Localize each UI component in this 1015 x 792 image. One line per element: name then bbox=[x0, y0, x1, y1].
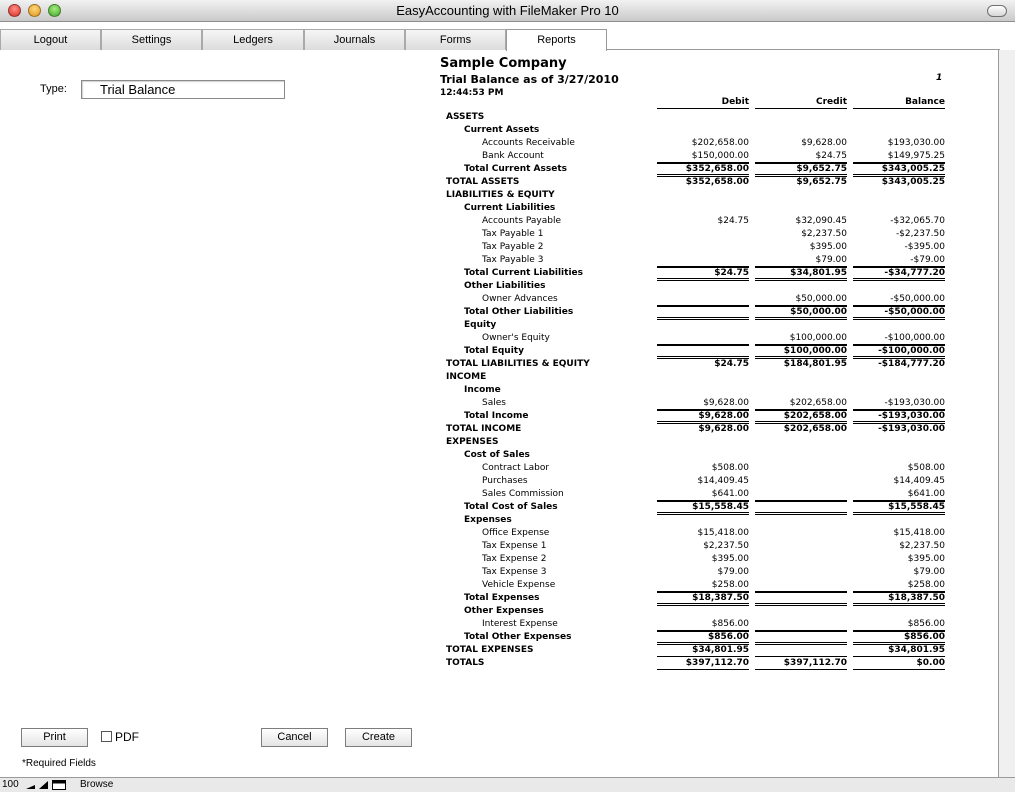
report-row-label: Tax Payable 2 bbox=[482, 242, 544, 252]
report-row bbox=[436, 644, 956, 657]
report-cell-debit bbox=[657, 124, 749, 136]
report-cell-credit bbox=[755, 202, 847, 214]
report-cell-credit bbox=[755, 280, 847, 292]
report-cell-credit bbox=[755, 475, 847, 487]
report-time: 12:44:53 PM bbox=[440, 88, 504, 98]
report-cell-credit: $9,652.75 bbox=[796, 177, 847, 187]
report-row bbox=[436, 267, 956, 280]
report-cell-debit bbox=[657, 280, 749, 292]
report-row bbox=[436, 514, 956, 527]
report-row-label: Expenses bbox=[464, 515, 512, 525]
report-type-field[interactable]: Trial Balance bbox=[81, 80, 285, 99]
report-cell-balance: $395.00 bbox=[907, 554, 945, 564]
report-row bbox=[436, 319, 956, 332]
report-cell-balance: -$34,777.20 bbox=[853, 267, 945, 281]
report-cell-debit: $79.00 bbox=[717, 567, 749, 577]
title-bar bbox=[0, 0, 1015, 22]
report-row bbox=[436, 579, 956, 592]
report-row bbox=[436, 163, 956, 176]
report-cell-debit: $397,112.70 bbox=[657, 657, 749, 670]
report-row bbox=[436, 592, 956, 605]
report-cell-credit bbox=[755, 124, 847, 136]
zoom-in-icon[interactable] bbox=[38, 780, 49, 790]
report-row bbox=[436, 527, 956, 540]
report-cell-credit bbox=[755, 540, 847, 552]
report-cell-balance: $15,418.00 bbox=[893, 528, 945, 538]
report-cell-debit bbox=[657, 332, 749, 345]
report-cell-credit bbox=[755, 579, 847, 592]
report-row-label: TOTAL EXPENSES bbox=[446, 645, 534, 655]
report-cell-credit bbox=[755, 488, 847, 501]
report-row bbox=[436, 241, 956, 254]
report-row-label: Sales Commission bbox=[482, 489, 564, 499]
report-cell-credit bbox=[755, 514, 847, 526]
report-cell-credit bbox=[755, 527, 847, 539]
report-row-label: Sales bbox=[482, 398, 506, 408]
report-row-label: LIABILITIES & EQUITY bbox=[446, 190, 555, 200]
report-row-label: Office Expense bbox=[482, 528, 550, 538]
report-cell-balance: -$184,777.20 bbox=[878, 359, 945, 369]
report-cell-balance: $641.00 bbox=[853, 488, 945, 501]
report-cell-debit: $856.00 bbox=[657, 618, 749, 631]
report-row bbox=[436, 202, 956, 215]
report-cell-debit: $2,237.50 bbox=[703, 541, 749, 551]
report-row-label: Bank Account bbox=[482, 151, 544, 161]
report-row-label: Tax Expense 3 bbox=[482, 567, 547, 577]
report-row bbox=[436, 124, 956, 137]
tab-ledgers[interactable]: Ledgers bbox=[202, 29, 304, 50]
report-cell-debit bbox=[657, 345, 749, 359]
report-row-label: Total Other Expenses bbox=[464, 632, 572, 642]
report-cell-balance: -$193,030.00 bbox=[853, 397, 945, 410]
tab-bar bbox=[0, 29, 1000, 50]
report-cell-debit bbox=[657, 514, 749, 526]
report-row bbox=[436, 410, 956, 423]
report-row-label: Total Expenses bbox=[464, 593, 540, 603]
report-cell-balance bbox=[853, 124, 945, 136]
report-row bbox=[436, 605, 956, 618]
create-button[interactable]: Create bbox=[345, 728, 412, 747]
tab-reports[interactable]: Reports bbox=[506, 29, 607, 51]
report-cell-balance bbox=[853, 189, 945, 201]
status-bar bbox=[0, 777, 1015, 792]
report-row-label: Current Liabilities bbox=[464, 203, 556, 213]
report-cell-credit: $50,000.00 bbox=[755, 293, 847, 306]
report-row bbox=[436, 488, 956, 501]
cancel-button[interactable]: Cancel bbox=[261, 728, 328, 747]
report-cell-debit bbox=[657, 449, 749, 461]
report-cell-balance: -$100,000.00 bbox=[853, 332, 945, 345]
report-row bbox=[436, 475, 956, 488]
report-cell-debit: $856.00 bbox=[657, 631, 749, 645]
report-row-label: Accounts Receivable bbox=[482, 138, 575, 148]
report-cell-balance: -$395.00 bbox=[904, 242, 945, 252]
report-cell-debit: $258.00 bbox=[657, 579, 749, 592]
report-row bbox=[436, 384, 956, 397]
report-cell-credit bbox=[755, 371, 847, 383]
mode-indicator[interactable]: Browse bbox=[80, 779, 114, 790]
report-row bbox=[436, 332, 956, 345]
report-row-label: Total Current Liabilities bbox=[464, 268, 583, 278]
report-cell-balance bbox=[853, 280, 945, 292]
report-cell-credit: $9,652.75 bbox=[755, 163, 847, 177]
report-row bbox=[436, 176, 956, 189]
report-cell-balance: $258.00 bbox=[853, 579, 945, 592]
pdf-checkbox[interactable] bbox=[101, 731, 112, 742]
report-row bbox=[436, 501, 956, 514]
report-cell-debit: $15,418.00 bbox=[697, 528, 749, 538]
report-row bbox=[436, 137, 956, 150]
report-row-label: Tax Payable 3 bbox=[482, 255, 544, 265]
report-row bbox=[436, 150, 956, 163]
report-cell-balance bbox=[853, 436, 945, 448]
report-cell-balance: $343,005.25 bbox=[881, 177, 945, 187]
tab-settings[interactable]: Settings bbox=[101, 29, 202, 50]
report-cell-debit: $14,409.45 bbox=[697, 476, 749, 486]
report-row-label: Vehicle Expense bbox=[482, 580, 556, 590]
report-row bbox=[436, 540, 956, 553]
report-cell-credit: $34,801.95 bbox=[755, 267, 847, 281]
report-row-label: Tax Expense 1 bbox=[482, 541, 547, 551]
report-cell-balance: -$193,030.00 bbox=[853, 410, 945, 424]
report-cell-balance bbox=[853, 514, 945, 526]
report-row-label: Total Equity bbox=[464, 346, 524, 356]
credit-column-header: Credit bbox=[755, 96, 847, 109]
zoom-out-icon[interactable] bbox=[25, 780, 36, 790]
page-number: 1 bbox=[936, 73, 943, 83]
report-row-label: Contract Labor bbox=[482, 463, 550, 473]
report-row bbox=[436, 358, 956, 371]
report-cell-balance bbox=[853, 384, 945, 396]
report-row-label: Total Income bbox=[464, 411, 529, 421]
report-row bbox=[436, 423, 956, 436]
report-cell-balance: $343,005.25 bbox=[853, 163, 945, 177]
report-row-label: Total Current Assets bbox=[464, 164, 567, 174]
report-cell-debit bbox=[657, 306, 749, 320]
report-cell-credit bbox=[755, 618, 847, 631]
report-row bbox=[436, 306, 956, 319]
report-cell-debit: $641.00 bbox=[657, 488, 749, 501]
report-cell-credit: $50,000.00 bbox=[755, 306, 847, 320]
report-cell-debit: $18,387.50 bbox=[657, 592, 749, 606]
type-label: Type: bbox=[40, 83, 67, 95]
company-name: Sample Company bbox=[440, 56, 567, 71]
report-cell-balance bbox=[853, 371, 945, 383]
report-cell-credit: $9,628.00 bbox=[801, 138, 847, 148]
report-row bbox=[436, 371, 956, 384]
report-row-label: Owner's Equity bbox=[482, 333, 550, 343]
report-cell-balance: -$50,000.00 bbox=[853, 306, 945, 320]
required-fields-note: *Required Fields bbox=[22, 758, 96, 769]
report-row-label: Owner Advances bbox=[482, 294, 558, 304]
report-cell-debit bbox=[657, 241, 749, 253]
report-row bbox=[436, 293, 956, 306]
report-cell-debit: $202,658.00 bbox=[691, 138, 749, 148]
report-cell-debit: $15,558.45 bbox=[657, 501, 749, 515]
report-cell-balance bbox=[853, 605, 945, 617]
report-cell-debit bbox=[657, 202, 749, 214]
balance-column-header: Balance bbox=[853, 96, 945, 109]
report-cell-credit bbox=[755, 462, 847, 474]
report-cell-balance: $856.00 bbox=[853, 618, 945, 631]
report-cell-balance bbox=[853, 449, 945, 461]
report-row-label: TOTAL INCOME bbox=[446, 424, 522, 434]
report-cell-credit bbox=[755, 566, 847, 578]
report-row-label: TOTAL LIABILITIES & EQUITY bbox=[446, 359, 590, 369]
report-cell-debit: $24.75 bbox=[717, 216, 749, 226]
report-cell-credit bbox=[755, 436, 847, 448]
report-cell-balance: $18,387.50 bbox=[853, 592, 945, 606]
report-row bbox=[436, 215, 956, 228]
report-row-label: TOTAL ASSETS bbox=[446, 177, 520, 187]
report-cell-credit bbox=[755, 449, 847, 461]
report-cell-credit bbox=[755, 319, 847, 331]
report-row bbox=[436, 618, 956, 631]
report-cell-credit bbox=[755, 189, 847, 201]
report-cell-debit: $395.00 bbox=[711, 554, 749, 564]
report-row bbox=[436, 436, 956, 449]
report-cell-balance bbox=[853, 111, 945, 123]
report-row-label: Tax Payable 1 bbox=[482, 229, 544, 239]
report-cell-debit bbox=[657, 319, 749, 331]
window-title: EasyAccounting with FileMaker Pro 10 bbox=[396, 3, 619, 18]
window-edge bbox=[999, 50, 1015, 777]
report-row-label: Cost of Sales bbox=[464, 450, 530, 460]
report-cell-balance: -$32,065.70 bbox=[890, 216, 945, 226]
report-cell-balance: -$100,000.00 bbox=[853, 345, 945, 359]
report-row bbox=[436, 449, 956, 462]
report-cell-credit: $100,000.00 bbox=[755, 332, 847, 345]
report-row-label: TOTALS bbox=[446, 658, 485, 668]
report-cell-credit bbox=[755, 553, 847, 565]
report-row-label: Other Expenses bbox=[464, 606, 544, 616]
report-row-label: Other Liabilities bbox=[464, 281, 546, 291]
report-row bbox=[436, 228, 956, 241]
report-cell-balance: $2,237.50 bbox=[899, 541, 945, 551]
report-cell-credit bbox=[755, 592, 847, 606]
report-cell-balance: $79.00 bbox=[913, 567, 945, 577]
report-cell-balance: $34,801.95 bbox=[853, 644, 945, 657]
report-row-label: Equity bbox=[464, 320, 497, 330]
report-cell-credit bbox=[755, 631, 847, 645]
zoom-level[interactable]: 100 bbox=[2, 779, 19, 790]
print-button[interactable]: Print bbox=[21, 728, 88, 747]
report-cell-balance: $508.00 bbox=[907, 463, 945, 473]
report-cell-debit bbox=[657, 228, 749, 240]
report-cell-credit: $202,658.00 bbox=[755, 397, 847, 410]
report-cell-credit: $202,658.00 bbox=[755, 410, 847, 424]
report-cell-credit: $2,237.50 bbox=[801, 229, 847, 239]
report-cell-credit: $395.00 bbox=[809, 242, 847, 252]
report-row bbox=[436, 189, 956, 202]
report-row-label: Tax Expense 2 bbox=[482, 554, 547, 564]
report-cell-balance: $0.00 bbox=[853, 657, 945, 670]
report-row bbox=[436, 345, 956, 358]
pdf-label: PDF bbox=[115, 730, 139, 744]
report-cell-balance: -$50,000.00 bbox=[853, 293, 945, 306]
report-cell-debit: $9,628.00 bbox=[657, 397, 749, 410]
report-cell-debit bbox=[657, 254, 749, 267]
report-row-label: Total Cost of Sales bbox=[464, 502, 558, 512]
report-cell-credit: $184,801.95 bbox=[783, 359, 847, 369]
report-row bbox=[436, 111, 956, 124]
report-cell-credit: $79.00 bbox=[755, 254, 847, 267]
report-cell-debit bbox=[657, 371, 749, 383]
report-cell-credit bbox=[755, 605, 847, 617]
report-row bbox=[436, 254, 956, 267]
report-cell-debit bbox=[657, 189, 749, 201]
report-cell-balance bbox=[853, 319, 945, 331]
report-cell-balance: $149,975.25 bbox=[853, 150, 945, 163]
report-cell-debit: $9,628.00 bbox=[698, 424, 749, 434]
report-cell-balance: -$193,030.00 bbox=[878, 424, 945, 434]
report-row bbox=[436, 631, 956, 644]
report-cell-debit bbox=[657, 384, 749, 396]
report-cell-balance bbox=[853, 202, 945, 214]
report-row-label: Accounts Payable bbox=[482, 216, 562, 226]
toolbar-toggle-button[interactable] bbox=[987, 5, 1007, 17]
report-cell-debit bbox=[657, 111, 749, 123]
report-row-label: Income bbox=[464, 385, 501, 395]
report-cell-credit bbox=[755, 501, 847, 515]
report-row-label: Interest Expense bbox=[482, 619, 558, 629]
report-row bbox=[436, 280, 956, 293]
report-row bbox=[436, 397, 956, 410]
report-cell-credit: $397,112.70 bbox=[755, 657, 847, 670]
report-cell-debit bbox=[657, 293, 749, 306]
report-cell-debit bbox=[657, 605, 749, 617]
report-cell-debit: $24.75 bbox=[714, 359, 749, 369]
status-toolbar-icon[interactable] bbox=[52, 780, 66, 790]
report-row-label: EXPENSES bbox=[446, 437, 499, 447]
report-cell-debit: $9,628.00 bbox=[657, 410, 749, 424]
report-cell-debit: $34,801.95 bbox=[657, 644, 749, 657]
report-cell-balance: $14,409.45 bbox=[893, 476, 945, 486]
report-row-label: ASSETS bbox=[446, 112, 485, 122]
report-cell-debit bbox=[657, 436, 749, 448]
report-row bbox=[436, 566, 956, 579]
report-row-label: Total Other Liabilities bbox=[464, 307, 574, 317]
tab-logout[interactable]: Logout bbox=[0, 29, 101, 50]
report-cell-credit bbox=[755, 111, 847, 123]
report-title: Trial Balance as of 3/27/2010 bbox=[440, 73, 619, 86]
report-row bbox=[436, 462, 956, 475]
report-cell-debit: $352,658.00 bbox=[685, 177, 749, 187]
report-cell-credit: $100,000.00 bbox=[755, 345, 847, 359]
tab-journals[interactable]: Journals bbox=[304, 29, 405, 50]
tab-forms[interactable]: Forms bbox=[405, 29, 506, 50]
report-row-label: INCOME bbox=[446, 372, 487, 382]
report-cell-balance: -$79.00 bbox=[853, 254, 945, 267]
report-cell-credit: $202,658.00 bbox=[783, 424, 847, 434]
report-cell-debit: $352,658.00 bbox=[657, 163, 749, 177]
report-row-label: Current Assets bbox=[464, 125, 540, 135]
report-cell-debit: $508.00 bbox=[711, 463, 749, 473]
report-cell-balance: $856.00 bbox=[853, 631, 945, 645]
report-cell-debit: $150,000.00 bbox=[657, 150, 749, 163]
report-cell-debit: $24.75 bbox=[657, 267, 749, 281]
report-cell-balance: $15,558.45 bbox=[853, 501, 945, 515]
debit-column-header: Debit bbox=[657, 96, 749, 109]
report-row bbox=[436, 657, 956, 670]
report-cell-credit bbox=[755, 644, 847, 657]
report-cell-balance: $193,030.00 bbox=[887, 138, 945, 148]
report-row bbox=[436, 553, 956, 566]
report-cell-credit: $32,090.45 bbox=[795, 216, 847, 226]
report-cell-balance: -$2,237.50 bbox=[895, 229, 945, 239]
report-cell-credit bbox=[755, 384, 847, 396]
report-cell-credit: $24.75 bbox=[755, 150, 847, 163]
report-row-label: Purchases bbox=[482, 476, 528, 486]
